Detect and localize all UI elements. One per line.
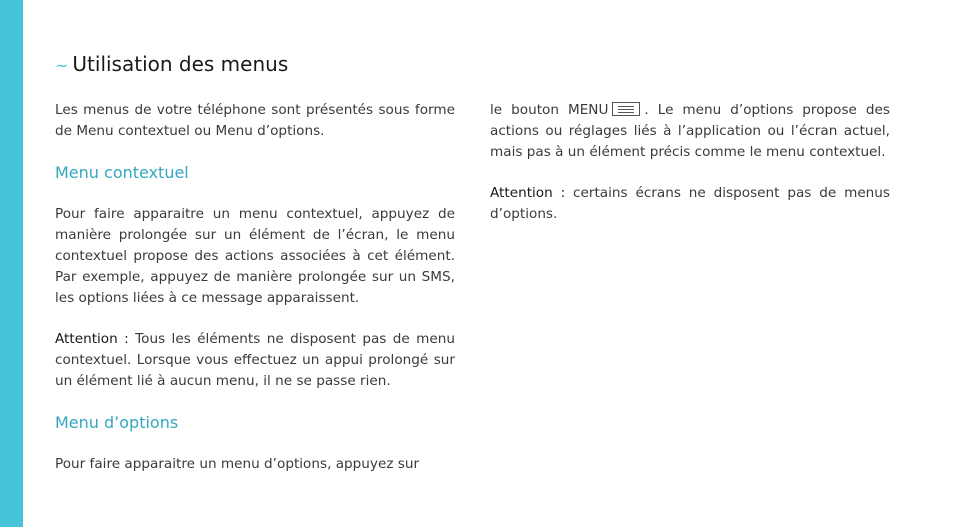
section-title-menu-options: Menu d’options [55,413,179,432]
menu-options-continuation [490,100,890,163]
title-tilde: ~ [55,56,69,75]
attention-note-contextuel [55,329,455,392]
menu-button-icon [612,102,640,116]
page-title [55,52,288,76]
continuation-after-icon: . Le menu d’options propose des actions ou réglages liés à l’application ou l’écran actuel, mais pas à un élément précis comme le menu contextuel. [490,102,890,160]
menu-contextuel-paragraph: Pour faire apparaitre un menu contextuel, appuyez de manière prolongée sur un élément de l’écran, le menu contextuel propose des actions associées à cet élément. Par exemple, appuyez de manière prolongée sur un SMS, les options liées à ce message apparaissent. [55,206,455,306]
menu-options-paragraph: Pour faire apparaitre un menu d’options, appuyez sur [55,456,420,472]
page-title-text: Utilisation des menus [72,52,289,76]
left-column [55,100,455,475]
attention-label: Attention : [490,185,566,201]
attention-text: certains écrans ne disposent pas de menus d’options. [490,185,890,222]
intro-paragraph: Les menus de votre téléphone sont présentés sous forme de Menu contextuel ou Menu d’options. [55,102,455,139]
attention-text: Tous les éléments ne disposent pas de menu contextuel. Lorsque vous effectuez un appui prolongé sur un élément lié à aucun menu, il ne se passe rien. [55,331,456,389]
side-accent-bar [0,0,23,527]
continuation-before-icon: le bouton MENU [490,102,609,118]
attention-label: Attention : [55,331,129,347]
right-column [490,100,890,225]
attention-note-options [490,183,890,225]
section-title-menu-contextuel: Menu contextuel [55,163,189,182]
